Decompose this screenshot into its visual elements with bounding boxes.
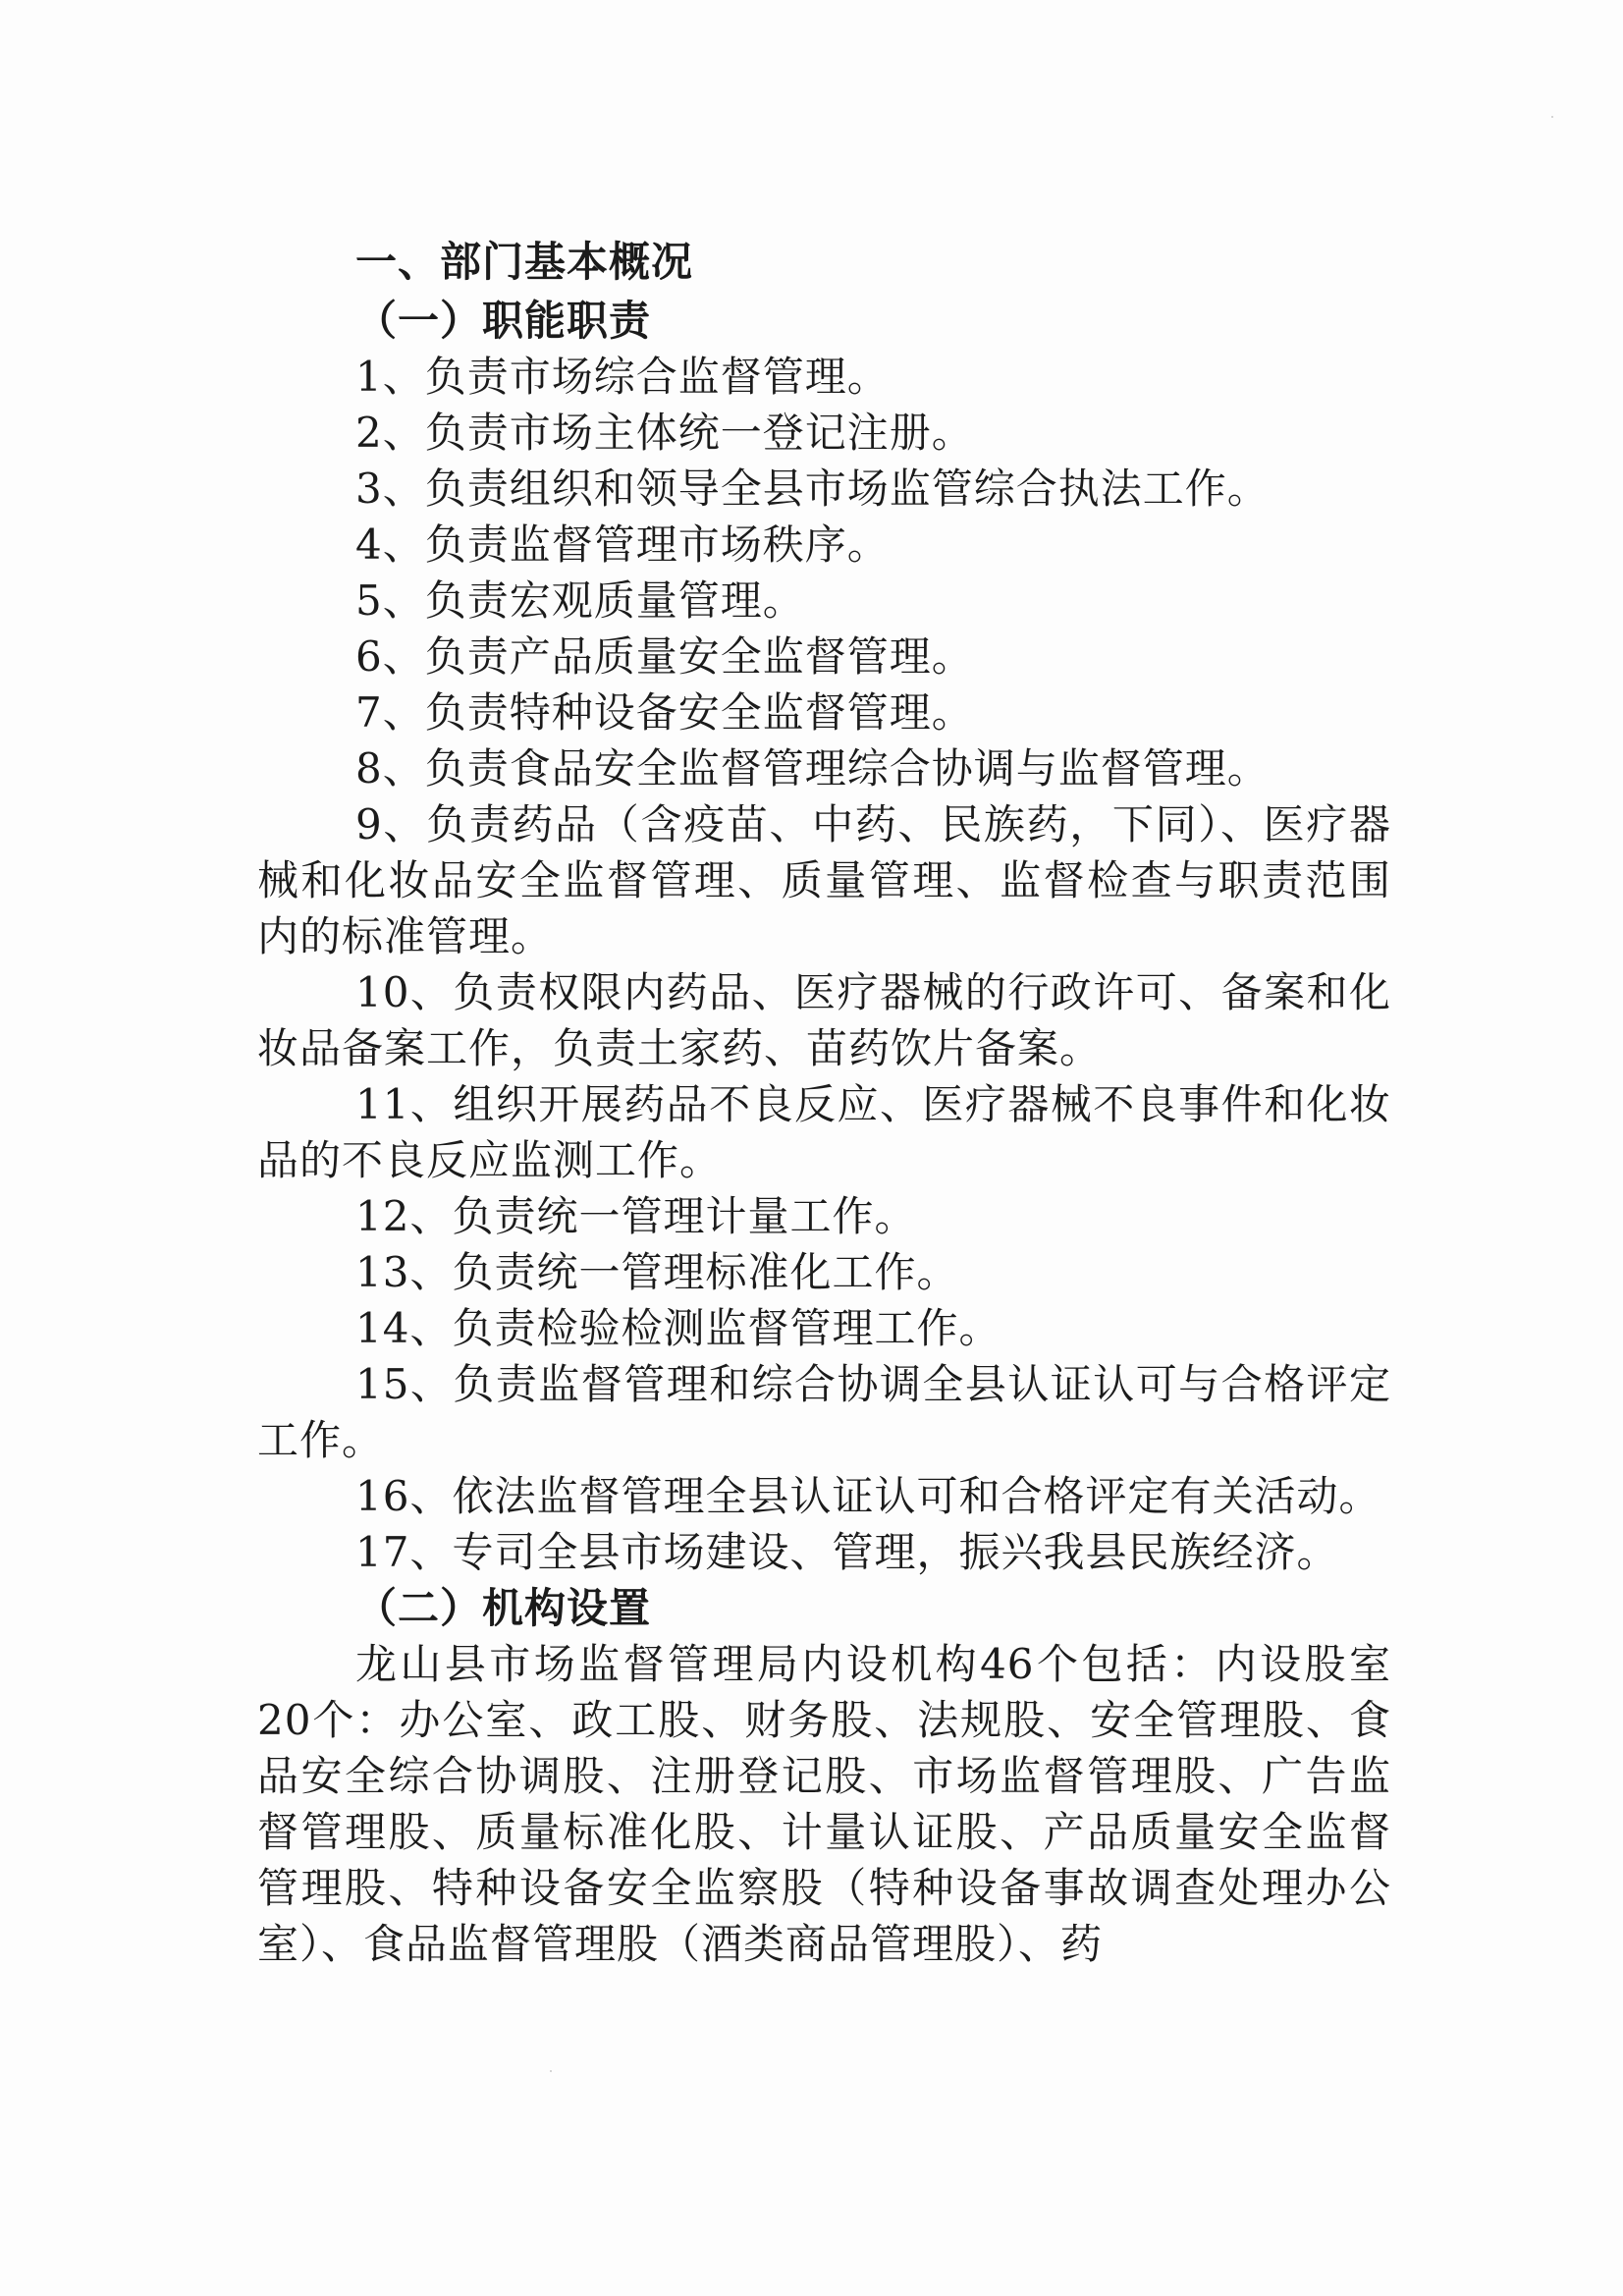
subsection-title-duties: （一）职能职责: [355, 297, 652, 345]
duty-item: 16、依法监督管理全县认证认可和合格评定有关活动。: [355, 1472, 1381, 1520]
duty-item: 1、负责市场综合监督管理。: [355, 353, 890, 401]
org-paragraph: 龙山县市场监督管理局内设机构46个包括：内设股室20个：办公室、政工股、财务股、法规股、安全管理股、食品安全综合协调股、注册登记股、市场监督管理股、广告监督管理股、质量标准化股、计量认证股、产品质量安全监督管理股、特种设备安全监察股（特种设备事故调查处理办公室）、食品监督管理股（酒类商品管理股）、药: [257, 1640, 1391, 1968]
duty-item: 17、专司全县市场建设、管理，振兴我县民族经济。: [355, 1528, 1339, 1576]
duty-item: 6、负责产品质量安全监督管理。: [355, 632, 974, 681]
duty-item: 13、负责统一管理标准化工作。: [355, 1248, 959, 1296]
duty-item: 2、负责市场主体统一登记注册。: [355, 409, 974, 457]
duty-item: 3、负责组织和领导全县市场监管综合执法工作。: [355, 465, 1270, 513]
duties-list: [257, 349, 1391, 1580]
scan-speck: [550, 2070, 552, 2072]
duty-item: 14、负责检验检测监督管理工作。: [355, 1304, 1001, 1352]
duty-item: 11、组织开展药品不良反应、医疗器械不良事件和化妆品的不良反应监测工作。: [257, 1080, 1391, 1184]
section-title: 一、部门基本概况: [355, 238, 694, 286]
duty-item: 15、负责监督管理和综合协调全县认证认可与合格评定工作。: [257, 1360, 1391, 1464]
scan-speck: [1551, 116, 1553, 118]
duty-item: 8、负责食品安全监督管理综合协调与监督管理。: [355, 744, 1270, 793]
document-body: [257, 234, 1391, 1972]
duty-item: 10、负责权限内药品、医疗器械的行政许可、备案和化妆品备案工作，负责土家药、苗药饮片备案。: [257, 968, 1391, 1072]
duty-item: 4、负责监督管理市场秩序。: [355, 520, 890, 569]
duty-item: 9、负责药品（含疫苗、中药、民族药，下同）、医疗器械和化妆品安全监督管理、质量管理、监督检查与职责范围内的标准管理。: [257, 800, 1391, 960]
duty-item: 12、负责统一管理计量工作。: [355, 1192, 917, 1240]
duty-item: 5、负责宏观质量管理。: [355, 576, 805, 625]
subsection-title-org: （二）机构设置: [355, 1584, 652, 1632]
duty-item: 7、负责特种设备安全监督管理。: [355, 688, 974, 737]
